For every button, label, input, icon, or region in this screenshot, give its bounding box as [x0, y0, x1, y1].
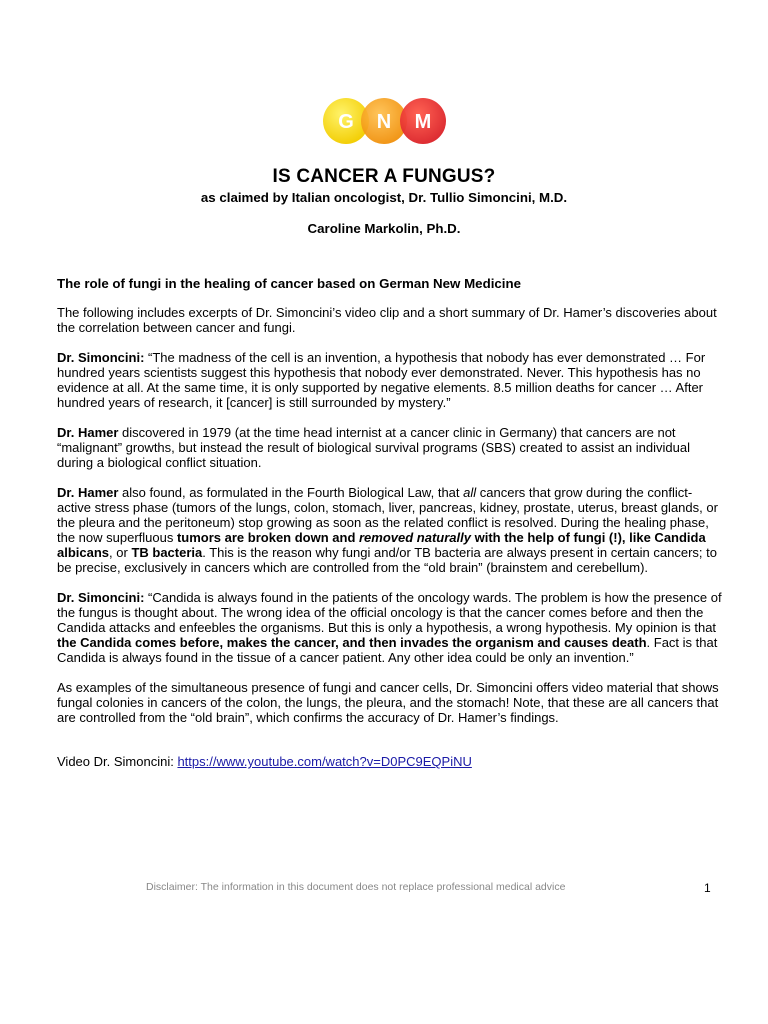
- paragraph-text: , or: [109, 545, 132, 560]
- video-reference: [57, 754, 722, 769]
- examples-paragraph: As examples of the simultaneous presence of fungi and cancer cells, Dr. Simoncini offers video material that shows fungal colonies in cancers of the colon, the lungs, the pleura, and the stomach! Note, that these are all cancers that are controlled from the “old brain”, which confirms the accuracy of Dr. Hamer’s findings.: [57, 680, 719, 725]
- paragraph-text: cancers that grow during the conflict-active stress phase (tumors of the lungs, colon, stomach, liver, pancreas, kidney, prostate, uterus, breast glands, or the pleura and the peritoneum) stop growing as soon as the related conflict is resolved. During the healing phase, the now superfluous: [57, 485, 718, 545]
- paragraph-text: also found, as formulated in the Fourth Biological Law, that: [118, 485, 464, 500]
- logo-letter-m: M: [414, 111, 432, 133]
- hamer-fourth-law-paragraph: [57, 485, 722, 575]
- paragraph-text: “Candida is always found in the patients of the oncology wards. The problem is how the presence of the fungus is thought about. The wrong idea of the official oncology is that the cancer comes before and then the Candida attacks and enfeebles the organisms. But this is only a hypothesis, a wrong hypothesis. My opinion is that: [57, 590, 722, 635]
- paragraph-text: . Fact is that Candida is always found in the tissue of a cancer patient. Any other idea could be only an invention.”: [57, 635, 718, 665]
- simoncini-quote-paragraph: [57, 350, 722, 410]
- hamer-discovery-paragraph: [57, 425, 722, 470]
- speaker-label: Dr. Simoncini:: [57, 590, 145, 605]
- document-title: IS CANCER A FUNGUS?: [272, 166, 496, 187]
- emphasis-all: all: [463, 485, 477, 500]
- paragraph-text: discovered in 1979 (at the time head internist at a cancer clinic in Germany) that cancers are not “malignant” growths, but instead the result of biological survival programs (SBS) created to assist an individual during a biological conflict situation.: [57, 425, 690, 470]
- video-label: Video Dr. Simoncini:: [57, 754, 178, 769]
- intro-paragraph: The following includes excerpts of Dr. Simoncini’s video clip and a short summary of Dr. Hamer’s discoveries about the correlation between cancer and fungi.: [57, 305, 717, 335]
- section-heading: The role of fungi in the healing of cancer based on German New Medicine: [57, 276, 521, 291]
- paragraph-text: “The madness of the cell is an invention, a hypothesis that nobody has ever demonstrated … For hundred years scientists suggest this hypothesis that nobody ever demonstrated. Never. This hypothesis has no evidence at all. At the same time, it is only supported by negative elements. 8.5 million deaths for cancer … After hundred years of research, it [cancer] is still surrounded by mystery.”: [57, 350, 706, 410]
- speaker-label: Dr. Hamer: [57, 485, 119, 500]
- page-number: 1: [704, 881, 711, 895]
- document-body: [57, 276, 722, 784]
- document-subtitle: as claimed by Italian oncologist, Dr. Tullio Simoncini, M.D.: [200, 190, 568, 205]
- document-author: Caroline Markolin, Ph.D.: [307, 221, 461, 236]
- emphasis-bold: the Candida comes before, makes the cancer, and then invades the organism and causes death: [57, 635, 647, 650]
- speaker-label: Dr. Simoncini:: [57, 350, 145, 365]
- paragraph-text: . This is the reason why fungi and/or TB bacteria are always present in certain cancers; to be precise, exclusively in cancers which are controlled from the “old brain” (brainstem and cerebellum).: [57, 545, 717, 575]
- logo-letter-g: G: [338, 111, 354, 133]
- emphasis-bold: with the help of fungi (!), like Candida albicans: [57, 530, 706, 560]
- emphasis-bold: TB bacteria: [131, 545, 203, 560]
- simoncini-candida-paragraph: [57, 590, 722, 665]
- disclaimer-footer: Disclaimer: The information in this document does not replace professional medical advice: [146, 881, 566, 893]
- video-link[interactable]: https://www.youtube.com/watch?v=D0PC9EQPiNU: [177, 754, 472, 769]
- emphasis-bold: tumors are broken down and: [176, 530, 359, 545]
- emphasis-bold-italic: removed naturally: [359, 530, 471, 545]
- gnm-logo: [320, 97, 450, 145]
- logo-letter-n: N: [376, 111, 392, 133]
- speaker-label: Dr. Hamer: [57, 425, 119, 440]
